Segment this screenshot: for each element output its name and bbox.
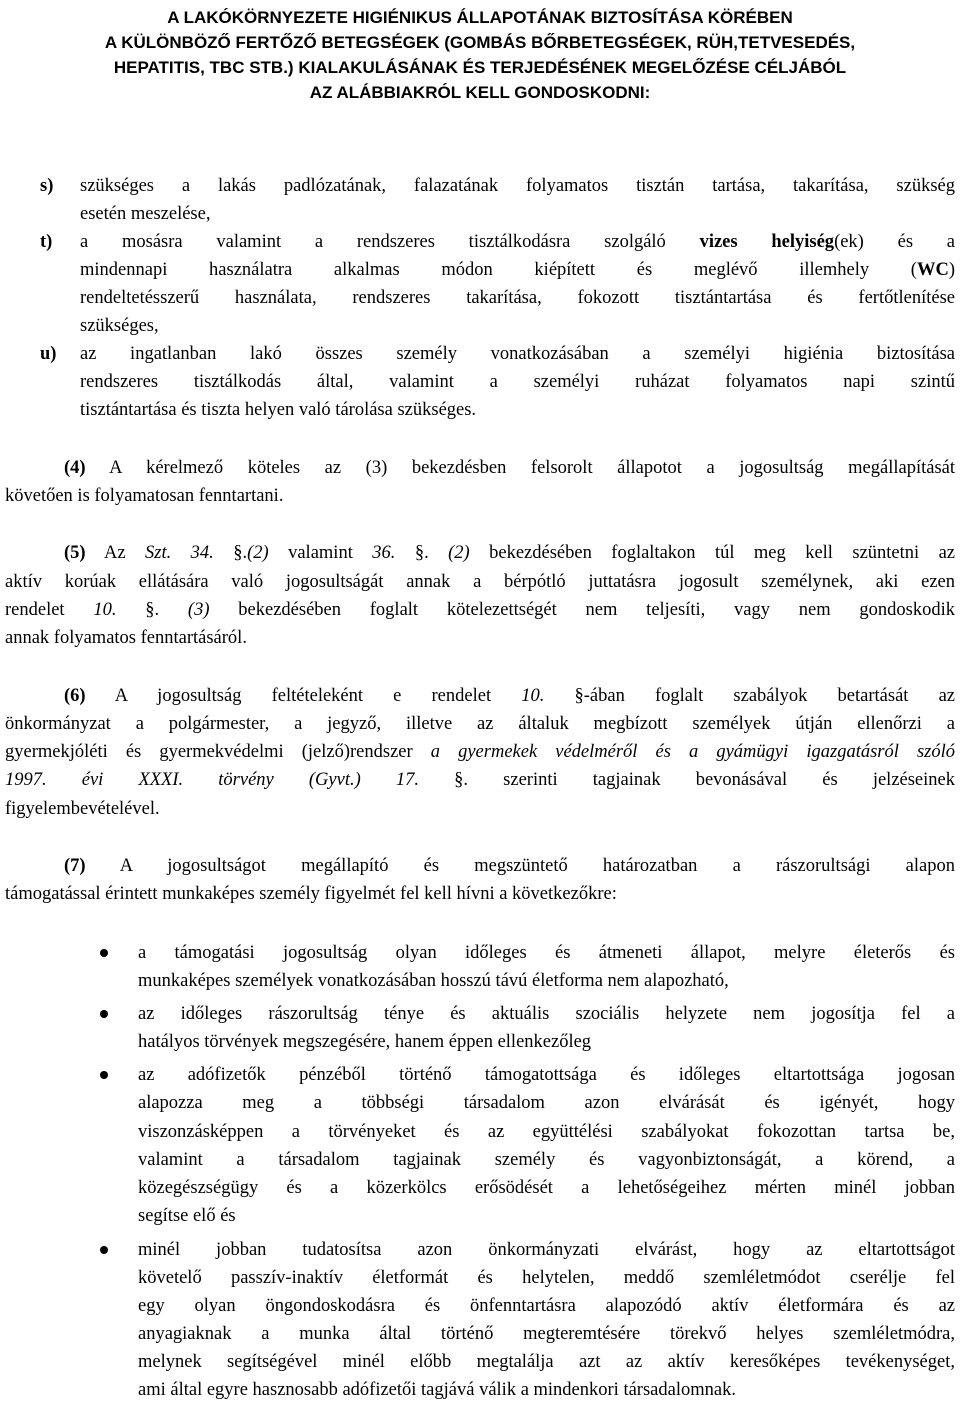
bullet-line: valamint a társadalom tagjainak személy és vagyonbiztonságát, a körend, a [138, 1150, 955, 1170]
bullet-line: közegészségügy és a közerkölcs erősödését a lehetőségeihez mérten minél jobban [138, 1178, 955, 1198]
item-s-line: szükséges a lakás padlózatának, falazatának folyamatos tisztán tartása, takarítása, szükség [80, 176, 955, 196]
paragraph-6-line: gyermekjóléti és gyermekvédelmi (jelző)rendszer a gyermekek védelméről és a gyámügyi igazgatásról szóló [5, 742, 955, 762]
item-t-line: rendeltetésszerű használata, rendszeres takarítása, fokozott tisztántartása és fertőtlenítése [80, 288, 955, 308]
item-t-line: mindennapi használatra alkalmas módon kiépített és meglévő illemhely (WC) [80, 260, 955, 280]
bullet-line: melynek segítségével minél előbb megtalálja azt az aktív keresőképes tevékenységet, [138, 1352, 955, 1372]
bullet-icon [100, 1246, 108, 1254]
bullet-line: minél jobban tudatosítsa azon önkormányzati elvárást, hogy az eltartottságot [138, 1240, 955, 1260]
item-u-line: az ingatlanban lakó összes személy vonatkozásában a személyi higiénia biztosítása [80, 344, 955, 364]
bullet-icon [100, 949, 108, 957]
heading-line: A KÜLÖNBÖZŐ FERTŐZŐ BETEGSÉGEK (GOMBÁS BŐRBETEGSÉGEK, RÜH,TETVESEDÉS, [104, 33, 856, 52]
item-u-line: rendszeres tisztálkodás által, valamint a személyi ruházat folyamatos napi szintű [80, 372, 955, 392]
paragraph-6-line: önkormányzat a polgármester, a jegyző, illetve az általuk megbízott személyek útján ellenőrzi a [5, 714, 955, 734]
heading-line: AZ ALÁBBIAKRÓL KELL GONDOSKODNI: [309, 83, 651, 102]
paragraph-5-line: rendelet 10. §. (3) bekezdésében foglalt kötelezettségét nem teljesíti, vagy nem gondoskodik [5, 600, 956, 620]
bullet-line: alapozza meg a többségi társadalom azon elvárását és igényét, hogy [138, 1093, 955, 1113]
paragraph-6-line: 1997. évi XXXI. törvény (Gyvt.) 17. §. szerinti tagjainak bevonásával és jelzéseinek [5, 770, 955, 790]
item-label-t: t) [40, 232, 53, 252]
paragraph-number: (6) [64, 686, 86, 706]
item-u-line: tisztántartása és tiszta helyen való tárolása szükséges. [80, 400, 477, 420]
bullet-line: az időleges rászorultság ténye és aktuális szociális helyzete nem jogosítja fel a [138, 1004, 955, 1024]
paragraph-number: (7) [64, 856, 86, 876]
bullet-line: anyagiaknak a munka által történő megteremtésére törekvő helyes szemléletmódra, [138, 1324, 955, 1344]
bullet-icon [100, 1071, 108, 1079]
heading-line: A LAKÓKÖRNYEZETE HIGIÉNIKUS ÁLLAPOTÁNAK BIZTOSÍTÁSA KÖRÉBEN [167, 8, 793, 27]
bullet-line: egy olyan öngondoskodásra és önfenntartásra alapozódó aktív életformára és az [138, 1296, 955, 1316]
item-label-s: s) [40, 176, 54, 196]
bullet-line: munkaképes személyek vonatkozásában hosszú távú életforma nem alapozható, [138, 971, 729, 991]
item-t-line: a mosásra valamint a rendszeres tisztálkodásra szolgáló vizes helyiség(ek) és a [80, 232, 956, 252]
paragraph-6-line: (6) A jogosultság feltételeként e rendelet 10. §-ában foglalt szabályok betartását az [64, 686, 955, 706]
paragraph-number: (4) [64, 458, 86, 478]
paragraph-7-line: (7) A jogosultságot megállapító és megszüntető határozatban a rászorultsági alapon [64, 856, 955, 876]
bullet-icon [100, 1010, 108, 1018]
bullet-line: az adófizetők pénzéből történő támogatottsága és időleges eltartottsága jogosan [138, 1065, 955, 1085]
document-heading [0, 5, 960, 105]
bullet-line: hatályos törvények megszegésére, hanem éppen ellenkezőleg [138, 1032, 592, 1052]
paragraph-5-line: annak folyamatos fenntartásáról. [5, 628, 247, 648]
item-label-u: u) [40, 344, 57, 364]
paragraph-4-line: követően is folyamatosan fenntartani. [5, 486, 284, 506]
bullet-line: ami által egyre hasznosabb adófizetői tagjává válik a mindenkori társadalomnak. [138, 1380, 736, 1400]
paragraph-number: (5) [64, 543, 86, 563]
paragraph-7-line: támogatással érintett munkaképes személy figyelmét fel kell hívni a következőkre: [5, 884, 617, 904]
paragraph-5-line: aktív korúak ellátására való jogosultságát annak a bérpótló juttatásra jogosult személynek, aki ezen [5, 572, 955, 592]
bullet-line: követelő passzív-inaktív életformát és helytelen, meddő szemléletmódot cserélje fel [138, 1268, 955, 1288]
item-t-line: szükséges, [80, 316, 159, 336]
paragraph-5-line: (5) Az Szt. 34. §.(2) valamint 36. §. (2) bekezdésében foglaltakon túl meg kell szüntetni az [64, 543, 956, 563]
bullet-line: segítse elő és [138, 1206, 236, 1226]
heading-line: HEPATITIS, TBC STB.) KIALAKULÁSÁNAK ÉS TERJEDÉSÉNEK MEGELŐZÉSE CÉLJÁBÓL [113, 58, 847, 77]
paragraph-4-line: (4) A kérelmező köteles az (3) bekezdésben felsorolt állapotot a jogosultság megállapítását [64, 458, 955, 478]
bullet-line: a támogatási jogosultság olyan időleges és átmeneti állapot, melyre életerős és [138, 943, 955, 963]
item-s-line: esetén meszelése, [80, 204, 211, 224]
paragraph-6-line: figyelembevételével. [5, 799, 160, 819]
bullet-line: viszonzásképpen a törvényeket és az együttélési szabályokat fokozottan tartsa be, [138, 1122, 955, 1142]
